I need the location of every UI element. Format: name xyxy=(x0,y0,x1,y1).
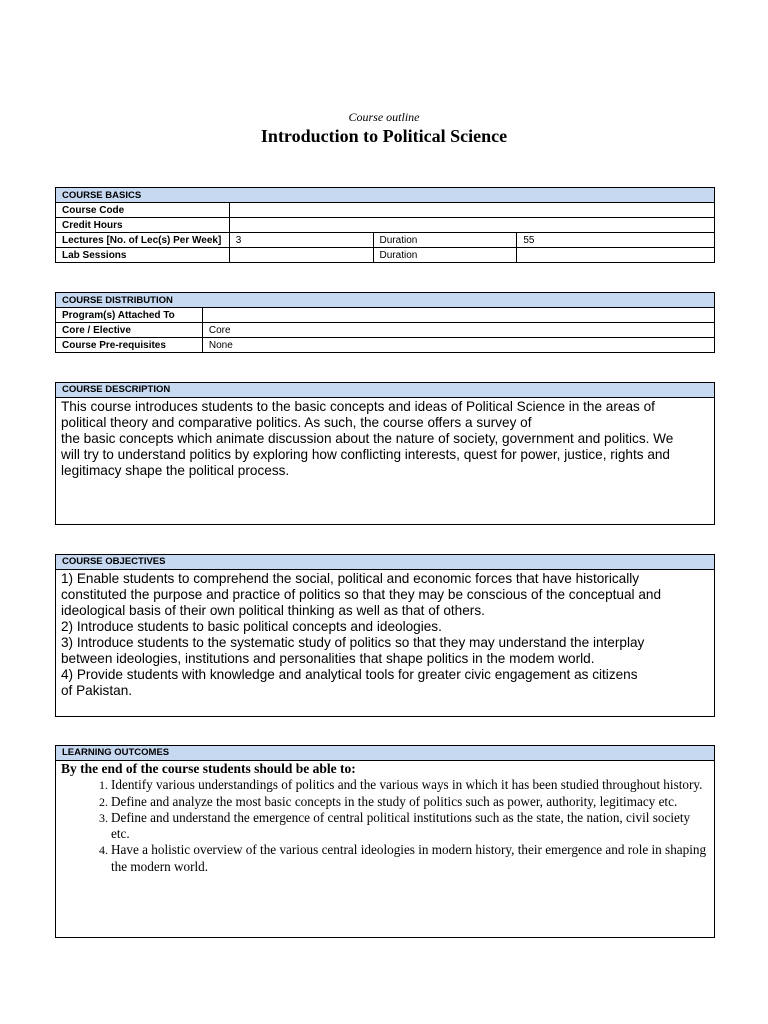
objective-line: 3) Introduce students to the systematic study of politics so that they may understand the interplay xyxy=(61,635,645,650)
table-row xyxy=(56,218,715,233)
description-line: the basic concepts which animate discussion about the nature of society, government and politics. We xyxy=(61,431,674,446)
core-elective-value: Core xyxy=(202,323,714,338)
prerequisites-value: None xyxy=(202,338,714,353)
objective-line: constituted the purpose and practice of politics so that they may be conscious of the conceptual and xyxy=(61,587,662,602)
learning-outcomes-heading: LEARNING OUTCOMES xyxy=(56,746,714,761)
lectures-value: 3 xyxy=(229,233,373,248)
learning-outcomes-list xyxy=(61,777,709,875)
table-row xyxy=(56,308,715,323)
description-line: political theory and comparative politics. As such, the course offers a survey of xyxy=(61,415,532,430)
course-description-section xyxy=(55,382,715,525)
table-row xyxy=(56,338,715,353)
objective-line: 2) Introduce students to basic political concepts and ideologies. xyxy=(61,619,442,634)
lectures-duration-label: Duration xyxy=(373,233,517,248)
table-row xyxy=(56,248,715,263)
credit-hours-value xyxy=(229,218,714,233)
course-code-label: Course Code xyxy=(56,203,230,218)
lab-duration-label: Duration xyxy=(373,248,517,263)
core-elective-label: Core / Elective xyxy=(56,323,203,338)
list-item: 1. Identify various understandings of politics and the various ways in which it has been studied throughout history. xyxy=(111,777,709,793)
prerequisites-label: Course Pre-requisites xyxy=(56,338,203,353)
course-distribution-heading: COURSE DISTRIBUTION xyxy=(56,293,715,308)
description-line: legitimacy shape the political process. xyxy=(61,463,290,478)
lab-duration-value xyxy=(517,248,715,263)
course-basics-heading: COURSE BASICS xyxy=(56,188,715,203)
course-objectives-body xyxy=(56,570,714,700)
objective-line: of Pakistan. xyxy=(61,683,133,698)
objective-line: 1) Enable students to comprehend the social, political and economic forces that have historically xyxy=(61,571,640,586)
course-basics-table xyxy=(55,187,715,263)
table-row xyxy=(56,323,715,338)
lectures-label: Lectures [No. of Lec(s) Per Week] xyxy=(56,233,230,248)
course-distribution-table xyxy=(55,292,715,353)
lab-sessions-value xyxy=(229,248,373,263)
table-row xyxy=(56,203,715,218)
list-item: 2. Define and analyze the most basic concepts in the study of politics such as power, authority, legitimacy etc. xyxy=(111,794,709,810)
objective-line: ideological basis of their own political thinking as well as that of others. xyxy=(61,603,485,618)
document-subtitle: Course outline xyxy=(348,110,420,124)
programs-value xyxy=(202,308,714,323)
learning-outcomes-lead: By the end of the course students should be able to: xyxy=(61,761,356,776)
programs-label: Program(s) Attached To xyxy=(56,308,203,323)
document-title: Introduction to Political Science xyxy=(260,126,508,146)
objective-line: 4) Provide students with knowledge and analytical tools for greater civic engagement as citizens xyxy=(61,667,638,682)
course-objectives-section xyxy=(55,554,715,717)
list-item: 4. Have a holistic overview of the various central ideologies in modern history, their emergence and role in shaping the modern world. xyxy=(111,842,709,875)
description-line: will try to understand politics by exploring how conflicting interests, quest for power, justice, rights and xyxy=(61,447,670,462)
course-objectives-heading: COURSE OBJECTIVES xyxy=(56,555,714,570)
credit-hours-label: Credit Hours xyxy=(56,218,230,233)
lab-sessions-label: Lab Sessions xyxy=(56,248,230,263)
learning-outcomes-section xyxy=(55,745,715,938)
course-description-body xyxy=(56,398,714,480)
course-description-heading: COURSE DESCRIPTION xyxy=(56,383,714,398)
learning-outcomes-body xyxy=(56,761,714,875)
course-code-value xyxy=(229,203,714,218)
description-line: This course introduces students to the basic concepts and ideas of Political Science in the areas of xyxy=(61,399,655,414)
table-row xyxy=(56,233,715,248)
list-item: 3. Define and understand the emergence of central political institutions such as the state, the nation, civil society etc. xyxy=(111,810,709,843)
lectures-duration-value: 55 xyxy=(517,233,715,248)
objective-line: between ideologies, institutions and personalities that shape politics in the modem world. xyxy=(61,651,595,666)
